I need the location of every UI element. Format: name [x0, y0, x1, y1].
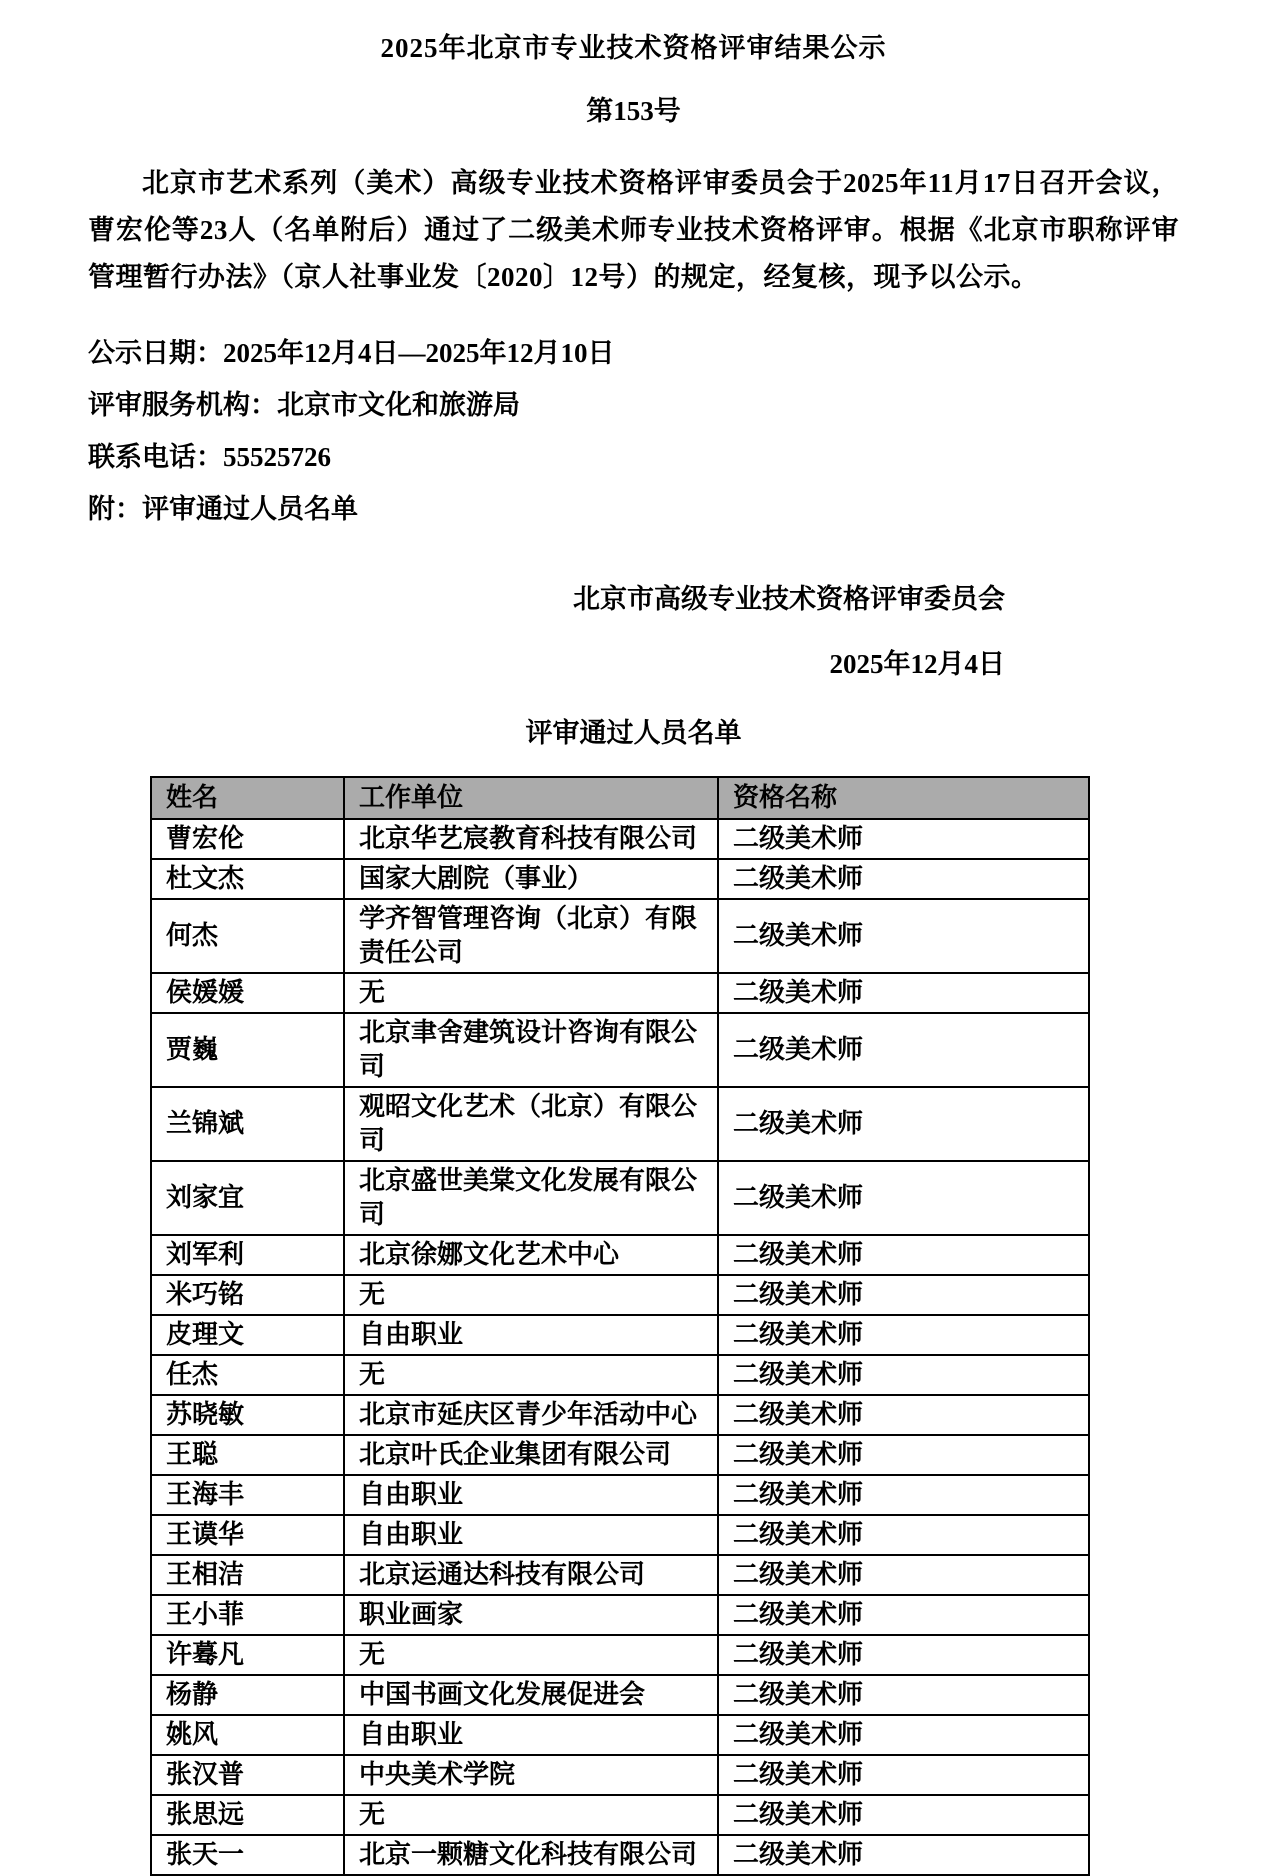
table-row: [151, 1835, 1089, 1875]
cell-name: 苏晓敏: [151, 1395, 344, 1435]
cell-qualification: 二级美术师: [718, 1275, 1089, 1315]
cell-qualification: 二级美术师: [718, 1013, 1089, 1087]
table-row: [151, 1013, 1089, 1087]
table-row: [151, 899, 1089, 973]
cell-unit: 职业画家: [344, 1595, 718, 1635]
info-block: [88, 327, 1179, 535]
cell-name: 刘军利: [151, 1235, 344, 1275]
cell-unit: 北京运通达科技有限公司: [344, 1555, 718, 1595]
cell-unit: 北京一颗糖文化科技有限公司: [344, 1835, 718, 1875]
cell-name: 张汉普: [151, 1755, 344, 1795]
table-row: [151, 1675, 1089, 1715]
column-header-unit: 工作单位: [344, 777, 718, 819]
cell-qualification: 二级美术师: [718, 1087, 1089, 1161]
document-number: 第153号: [586, 96, 681, 126]
cell-unit: 中国书画文化发展促进会: [344, 1675, 718, 1715]
table-row: [151, 1161, 1089, 1235]
cell-name: 侯媛媛: [151, 973, 344, 1013]
table-header-row: [151, 777, 1089, 819]
cell-unit: 无: [344, 1635, 718, 1675]
cell-unit: 北京盛世美棠文化发展有限公司: [344, 1161, 718, 1235]
cell-name: 皮理文: [151, 1315, 344, 1355]
contact-phone-line: 联系电话：55525726: [88, 442, 331, 472]
cell-name: 王相洁: [151, 1555, 344, 1595]
cell-unit: 北京聿舍建筑设计咨询有限公司: [344, 1013, 718, 1087]
table-row: [151, 1555, 1089, 1595]
table-row: [151, 819, 1089, 859]
cell-qualification: 二级美术师: [718, 899, 1089, 973]
cell-qualification: 二级美术师: [718, 1395, 1089, 1435]
cell-qualification: 二级美术师: [718, 973, 1089, 1013]
cell-name: 王谟华: [151, 1515, 344, 1555]
document-title: 2025年北京市专业技术资格评审结果公示: [380, 33, 887, 63]
issuing-committee: 北京市高级专业技术资格评审委员会: [573, 584, 1005, 614]
cell-name: 王聪: [151, 1435, 344, 1475]
cell-name: 张思远: [151, 1795, 344, 1835]
issue-date: 2025年12月4日: [829, 649, 1005, 679]
column-header-name: 姓名: [151, 777, 344, 819]
attachment-note-line: 附：评审通过人员名单: [88, 494, 358, 524]
cell-qualification: 二级美术师: [718, 1555, 1089, 1595]
table-row: [151, 973, 1089, 1013]
table-row: [151, 1755, 1089, 1795]
cell-unit: 北京市延庆区青少年活动中心: [344, 1395, 718, 1435]
body-paragraph: 北京市艺术系列（美术）高级专业技术资格评审委员会于2025年11月17日召开会议，曹宏伦等23人（名单附后）通过了二级美术师专业技术资格评审。根据《北京市职称评审管理暂行办法》（京人社事业发〔2020〕12号）的规定，经复核，现予以公示。: [88, 168, 1179, 292]
cell-unit: 观昭文化艺术（北京）有限公司: [344, 1087, 718, 1161]
cell-name: 贾巍: [151, 1013, 344, 1087]
table-row: [151, 1635, 1089, 1675]
cell-qualification: 二级美术师: [718, 1235, 1089, 1275]
cell-name: 张天一: [151, 1835, 344, 1875]
cell-name: 姚风: [151, 1715, 344, 1755]
cell-unit: 无: [344, 1795, 718, 1835]
cell-name: 王小菲: [151, 1595, 344, 1635]
cell-qualification: 二级美术师: [718, 819, 1089, 859]
table-row: [151, 1475, 1089, 1515]
cell-unit: 无: [344, 1275, 718, 1315]
cell-qualification: 二级美术师: [718, 859, 1089, 899]
cell-qualification: 二级美术师: [718, 1475, 1089, 1515]
cell-unit: 学齐智管理咨询（北京）有限责任公司: [344, 899, 718, 973]
cell-qualification: 二级美术师: [718, 1315, 1089, 1355]
cell-unit: 自由职业: [344, 1515, 718, 1555]
table-row: [151, 1395, 1089, 1435]
table-row: [151, 859, 1089, 899]
cell-unit: 无: [344, 1355, 718, 1395]
cell-qualification: 二级美术师: [718, 1595, 1089, 1635]
cell-unit: 中央美术学院: [344, 1755, 718, 1795]
table-row: [151, 1515, 1089, 1555]
review-agency-line: 评审服务机构：北京市文化和旅游局: [88, 390, 520, 420]
cell-name: 刘家宜: [151, 1161, 344, 1235]
cell-qualification: 二级美术师: [718, 1795, 1089, 1835]
column-header-qualification: 资格名称: [718, 777, 1089, 819]
roster-table: [150, 776, 1090, 1876]
signature-block: [0, 577, 1267, 681]
cell-unit: 北京叶氏企业集团有限公司: [344, 1435, 718, 1475]
cell-qualification: 二级美术师: [718, 1835, 1089, 1875]
cell-qualification: 二级美术师: [718, 1355, 1089, 1395]
cell-qualification: 二级美术师: [718, 1161, 1089, 1235]
table-row: [151, 1795, 1089, 1835]
cell-name: 杜文杰: [151, 859, 344, 899]
table-row: [151, 1235, 1089, 1275]
cell-name: 曹宏伦: [151, 819, 344, 859]
roster-title: 评审通过人员名单: [525, 718, 742, 748]
cell-qualification: 二级美术师: [718, 1715, 1089, 1755]
cell-qualification: 二级美术师: [718, 1635, 1089, 1675]
cell-name: 何杰: [151, 899, 344, 973]
cell-unit: 国家大剧院（事业）: [344, 859, 718, 899]
cell-qualification: 二级美术师: [718, 1515, 1089, 1555]
cell-unit: 自由职业: [344, 1315, 718, 1355]
cell-unit: 北京徐娜文化艺术中心: [344, 1235, 718, 1275]
cell-qualification: 二级美术师: [718, 1435, 1089, 1475]
cell-name: 杨静: [151, 1675, 344, 1715]
cell-name: 米巧铭: [151, 1275, 344, 1315]
publicity-date-line: 公示日期：2025年12月4日—2025年12月10日: [88, 338, 615, 368]
table-row: [151, 1315, 1089, 1355]
cell-unit: 无: [344, 973, 718, 1013]
table-row: [151, 1715, 1089, 1755]
table-row: [151, 1435, 1089, 1475]
cell-name: 兰锦斌: [151, 1087, 344, 1161]
cell-unit: 自由职业: [344, 1475, 718, 1515]
cell-name: 王海丰: [151, 1475, 344, 1515]
cell-name: 许蓦凡: [151, 1635, 344, 1675]
cell-unit: 自由职业: [344, 1715, 718, 1755]
table-row: [151, 1595, 1089, 1635]
cell-unit: 北京华艺宸教育科技有限公司: [344, 819, 718, 859]
table-row: [151, 1355, 1089, 1395]
cell-name: 任杰: [151, 1355, 344, 1395]
cell-qualification: 二级美术师: [718, 1675, 1089, 1715]
cell-qualification: 二级美术师: [718, 1755, 1089, 1795]
table-row: [151, 1275, 1089, 1315]
table-row: [151, 1087, 1089, 1161]
